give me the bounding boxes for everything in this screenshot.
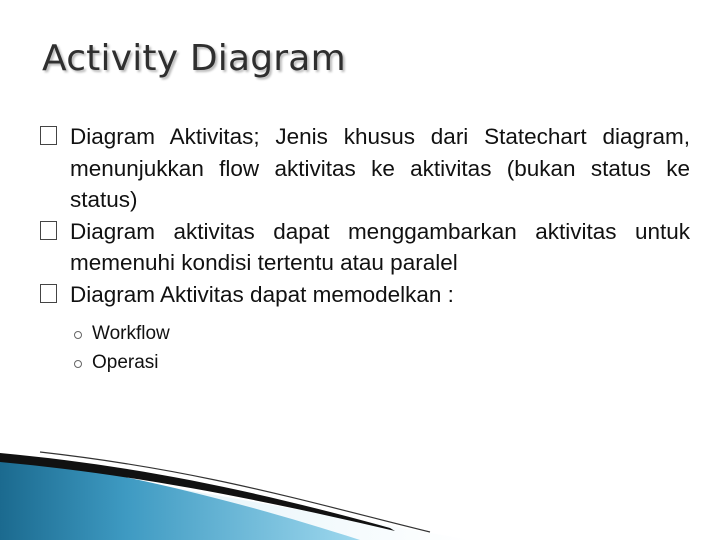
bullet-text: Diagram Aktivitas dapat memodelkan : [70, 281, 454, 307]
bullet-text: Diagram aktivitas dapat menggambarkan aktivitas untuk memenuhi kondisi tertentu atau paralel [70, 218, 690, 276]
bullet-text: Diagram Aktivitas; Jenis khusus dari Statechart diagram, menunjukkan flow aktivitas ke aktivitas (bukan status ke status) [70, 124, 690, 213]
slide-title: Activity Diagram [42, 38, 346, 79]
blue-swoosh [0, 456, 360, 540]
sub-bullet-text: Workflow [92, 322, 170, 344]
sub-bullet-text: Operasi [92, 351, 159, 373]
